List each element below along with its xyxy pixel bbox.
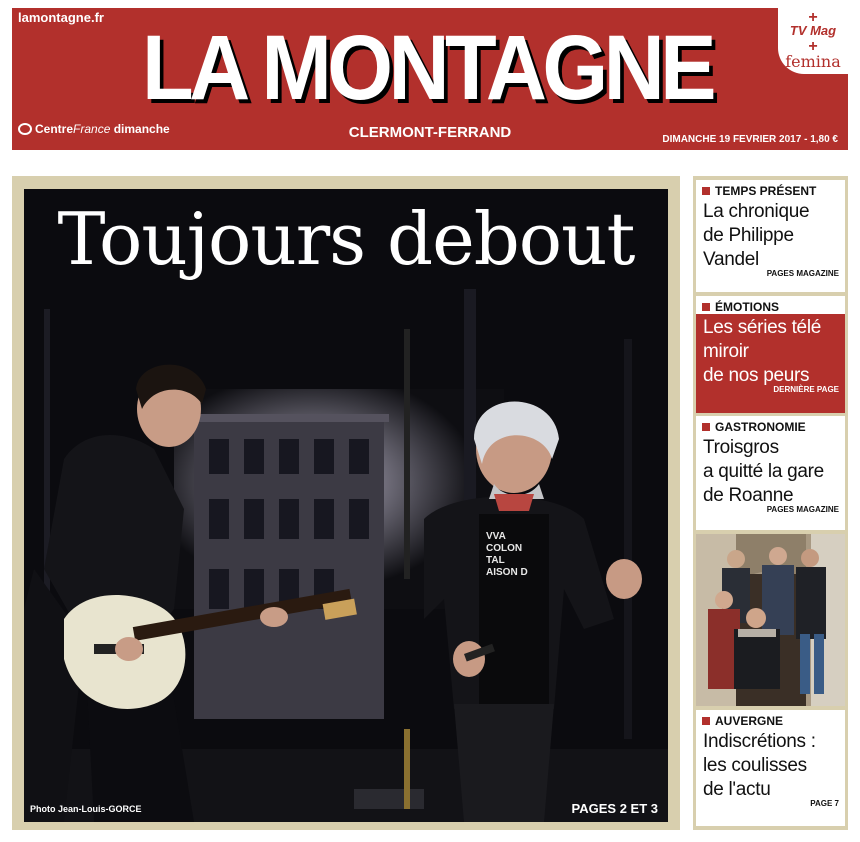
svg-text:TAL: TAL — [486, 555, 505, 566]
sidebar-item-gastronomie[interactable]: GASTRONOMIE Troisgros a quitté la gare de Roanne PAGES MAGAZINE — [696, 416, 845, 530]
edition-city: CLERMONT-FERRAND — [348, 124, 512, 141]
sidebar — [693, 176, 848, 830]
photo-credit: Photo Jean-Louis-GORCE — [30, 804, 142, 814]
square-bullet-icon — [702, 717, 710, 725]
page-reference: PAGES MAGAZINE — [766, 269, 839, 278]
page-reference: DERNIÈRE PAGE — [773, 385, 839, 394]
sidebar-headline: Troisgros a quitté la gare de Roanne — [703, 437, 824, 506]
sidebar-item-emotions[interactable]: ÉMOTIONS Les séries télé miroir de nos peurs DERNIÈRE PAGE — [696, 296, 845, 412]
concert-photo — [24, 189, 668, 822]
square-bullet-icon — [702, 187, 710, 195]
page-reference: PAGES MAGAZINE — [766, 505, 839, 514]
highlight-panel — [696, 314, 845, 413]
main-headline[interactable]: Toujours debout — [57, 197, 635, 281]
square-bullet-icon — [702, 423, 710, 431]
plus-icon: + — [808, 38, 818, 55]
chefs-photo[interactable] — [696, 534, 845, 706]
group-portrait — [696, 534, 845, 706]
centre-france-logo: CentreFrance dimanche — [18, 122, 170, 136]
plus-icon: + — [808, 9, 818, 26]
svg-text:COLON: COLON — [486, 543, 523, 554]
sidebar-headline: Indiscrétions : les coulisses de l'actu — [703, 731, 816, 800]
square-bullet-icon — [702, 303, 710, 311]
sidebar-headline: La chronique de Philippe Vandel — [703, 201, 810, 270]
site-url[interactable]: lamontagne.fr — [18, 10, 104, 25]
sidebar-item-temps-present[interactable]: TEMPS PRÉSENT La chronique de Philippe Vandel PAGES MAGAZINE — [696, 180, 845, 292]
sidebar-item-auvergne[interactable]: AUVERGNE Indiscrétions : les coulisses de l'actu PAGE 7 — [696, 710, 845, 826]
pages-reference: PAGES 2 ET 3 — [571, 801, 658, 816]
svg-text:AISON D: AISON D — [486, 567, 528, 578]
supplement-tvmag: TV Mag — [789, 23, 837, 38]
page-reference: PAGE 7 — [810, 799, 839, 808]
newspaper-title: LA MONTAGNE — [141, 17, 713, 119]
supplement-femina: femina — [785, 52, 841, 71]
masthead — [12, 8, 848, 150]
main-story[interactable] — [12, 176, 680, 830]
supplements-badge — [778, 8, 848, 74]
date-price: DIMANCHE 19 FEVRIER 2017 - 1,80 € — [662, 134, 838, 145]
shirt-print: VVA — [486, 531, 506, 542]
sidebar-headline: Les séries télé miroir de nos peurs — [703, 317, 822, 386]
